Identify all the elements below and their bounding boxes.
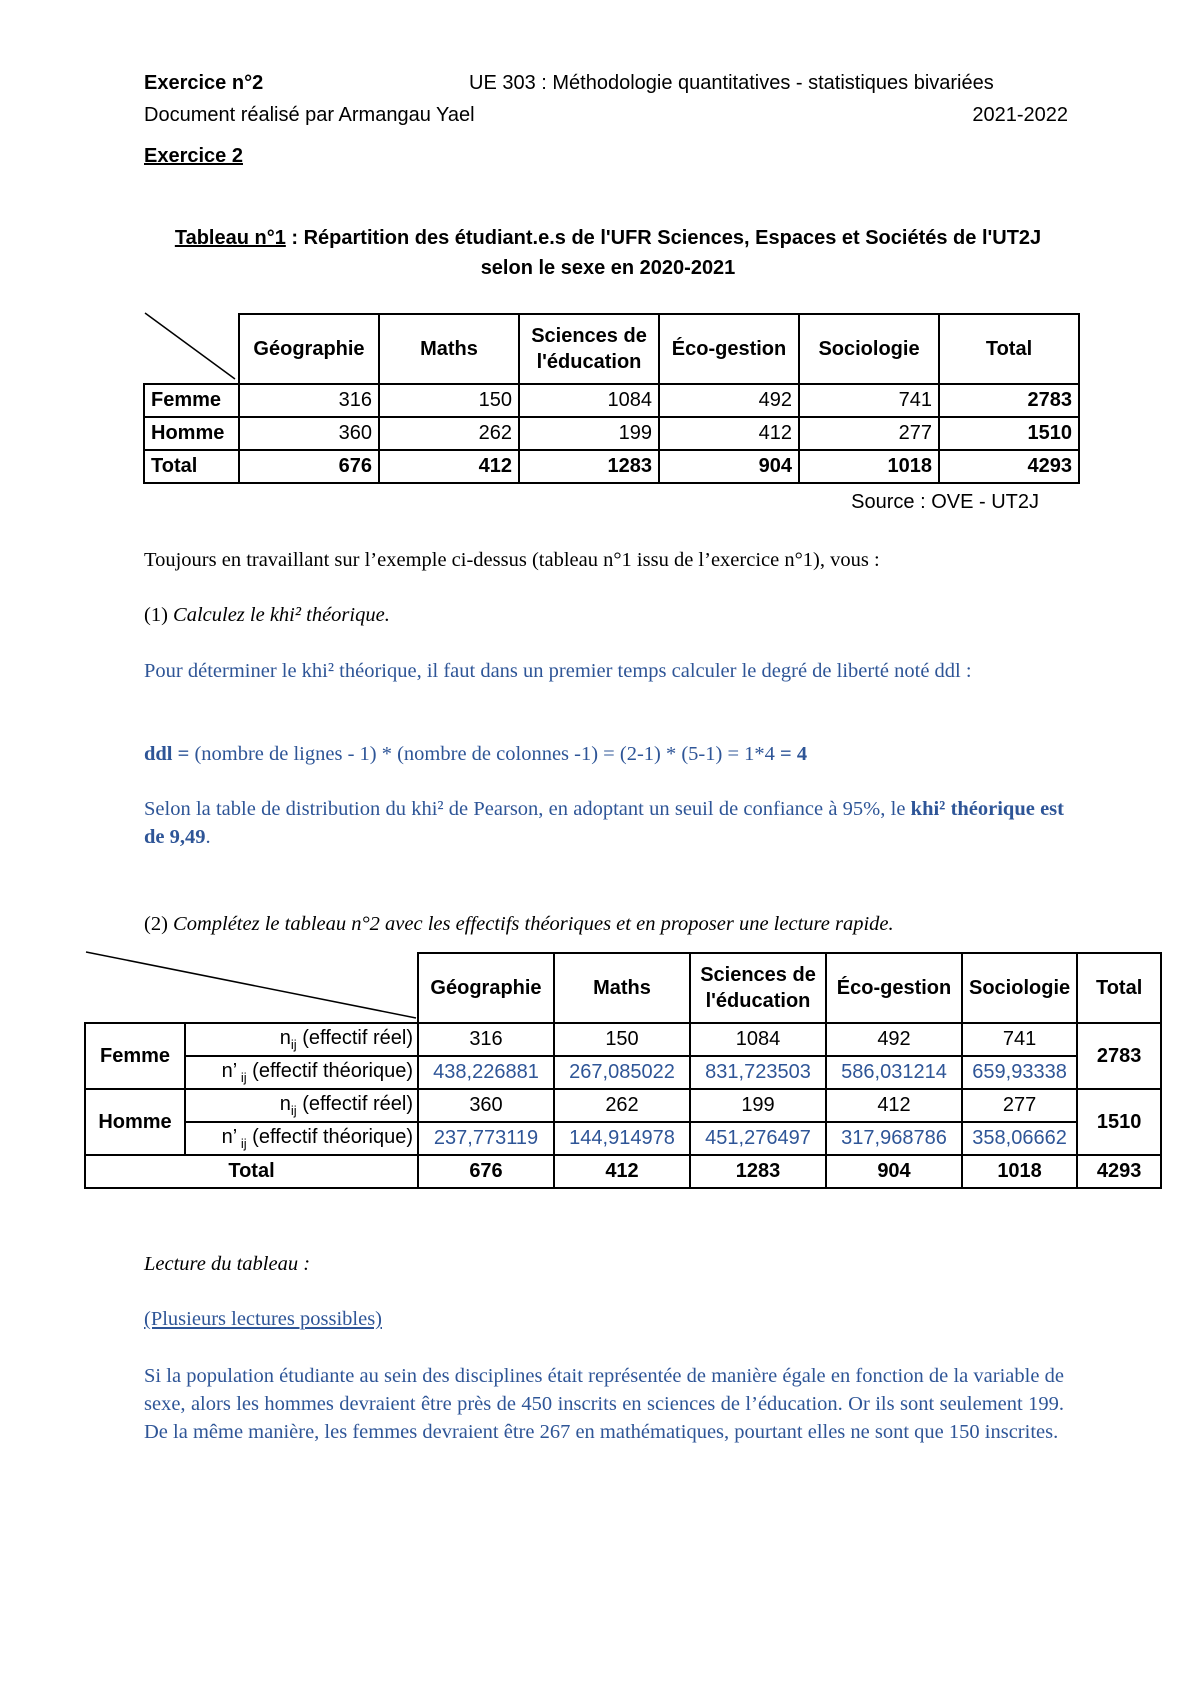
table2-col-sciences-education bbox=[690, 953, 826, 1023]
table1-row-label: Femme bbox=[144, 384, 239, 417]
lecture-note: (Plusieurs lectures possibles) bbox=[144, 1308, 382, 1330]
table1-cell: 741 bbox=[799, 384, 939, 417]
table2-cell-theo: 144,914978 bbox=[554, 1122, 690, 1155]
document-header bbox=[0, 72, 1200, 98]
table-row bbox=[85, 1122, 1161, 1155]
table2-header-row bbox=[85, 953, 1161, 1023]
table2-col-sociologie: Sociologie bbox=[962, 953, 1077, 1023]
table2-femme-total: 2783 bbox=[1077, 1023, 1161, 1089]
table2-cell: 199 bbox=[690, 1089, 826, 1122]
table1-col-sciences-line1: Sciences de bbox=[531, 325, 647, 347]
table1-header-row bbox=[144, 314, 1079, 384]
table2-cell-total: 1283 bbox=[690, 1155, 826, 1188]
question-2-text: Complétez le tableau n°2 avec les effectifs théoriques et en proposer une lecture rapide. bbox=[173, 913, 894, 935]
table1-corner-cell bbox=[144, 314, 239, 384]
table1-cell: 412 bbox=[659, 417, 799, 450]
table2-cell: 741 bbox=[962, 1023, 1077, 1056]
table2-cell-theo: 438,226881 bbox=[418, 1056, 554, 1089]
table2-cell-theo: 358,06662 bbox=[962, 1122, 1077, 1155]
table-row bbox=[85, 1155, 1161, 1188]
khi2-statement-end: . bbox=[205, 826, 211, 848]
reel-sub: ij bbox=[290, 1037, 297, 1052]
table1-col-sciences-education bbox=[519, 314, 659, 384]
table2-cell-theo: 317,968786 bbox=[826, 1122, 962, 1155]
table2-cell-total: 4293 bbox=[1077, 1155, 1161, 1188]
lecture-title: Lecture du tableau : bbox=[144, 1253, 311, 1275]
table1-col-sociologie: Sociologie bbox=[799, 314, 939, 384]
table1-row-label: Homme bbox=[144, 417, 239, 450]
table2-cell: 262 bbox=[554, 1089, 690, 1122]
reel-text: (effectif réel) bbox=[296, 1093, 413, 1115]
table1-cell-total: 904 bbox=[659, 450, 799, 483]
exercise-label: Exercice n°2 bbox=[144, 72, 264, 94]
table2-cell: 360 bbox=[418, 1089, 554, 1122]
reel-text: (effectif réel) bbox=[296, 1027, 413, 1049]
table2-col-sciences-line2: l'éducation bbox=[705, 990, 811, 1012]
table2-total-label: Total bbox=[85, 1155, 418, 1188]
course-title: UE 303 : Méthodologie quantitatives - statistiques bivariées bbox=[469, 72, 994, 94]
table-row bbox=[144, 384, 1079, 417]
reel-n: n bbox=[279, 1027, 291, 1049]
table2-cell-theo: 659,93338 bbox=[962, 1056, 1077, 1089]
table1-col-total: Total bbox=[939, 314, 1079, 384]
table1-cell: 492 bbox=[659, 384, 799, 417]
author-line: Document réalisé par Armangau Yael bbox=[144, 104, 475, 126]
table1-title-prefix: Tableau n°1 bbox=[174, 227, 286, 249]
table2-theo-label bbox=[185, 1056, 418, 1089]
lecture-text: Si la population étudiante au sein des disciplines était représentée de manière égale en fonction de la variable de sexe, alors les hommes devraient être près de 450 inscrits en sciences de l’éducation. Or ils sont seulement 199. De la même manière, les femmes devraient être 267 en mathématiques, pourtant elles ne sont que 150 inscrites. bbox=[144, 1365, 1064, 1443]
table2-cell: 412 bbox=[826, 1089, 962, 1122]
question-1-number: (1) bbox=[144, 604, 174, 626]
table1-cell-total: 412 bbox=[379, 450, 519, 483]
table1-cell-total: 1018 bbox=[799, 450, 939, 483]
table2-cell: 277 bbox=[962, 1089, 1077, 1122]
table2-cell-theo: 237,773119 bbox=[418, 1122, 554, 1155]
table2-femme-label: Femme bbox=[85, 1023, 185, 1089]
table2 bbox=[84, 952, 1162, 1189]
table1-cell-total: 676 bbox=[239, 450, 379, 483]
ddl-label: ddl = bbox=[144, 743, 190, 765]
theo-sub: ij bbox=[237, 1070, 247, 1085]
table2-col-geographie: Géographie bbox=[418, 953, 554, 1023]
table1-col-sciences-line2: l'éducation bbox=[536, 351, 642, 373]
section-title: Exercice 2 bbox=[144, 145, 243, 167]
table2-cell-total: 676 bbox=[418, 1155, 554, 1188]
table1-row-label: Total bbox=[144, 450, 239, 483]
reel-n: n bbox=[279, 1093, 291, 1115]
table2-corner-cell bbox=[85, 953, 418, 1023]
ddl-formula-text: (nombre de lignes - 1) * (nombre de colonnes -1) = (2-1) * (5-1) = 1*4 bbox=[189, 743, 781, 765]
table2-cell-total: 412 bbox=[554, 1155, 690, 1188]
table-row bbox=[85, 1056, 1161, 1089]
table2-col-maths: Maths bbox=[554, 953, 690, 1023]
table1-cell: 360 bbox=[239, 417, 379, 450]
table2-cell-total: 904 bbox=[826, 1155, 962, 1188]
theo-sub: ij bbox=[237, 1136, 247, 1151]
table1-cell-total: 1283 bbox=[519, 450, 659, 483]
table1-title-text: : Répartition des étudiant.e.s de l'UFR Sciences, Espaces et Sociétés de l'UT2J bbox=[285, 227, 1042, 249]
table2-cell: 492 bbox=[826, 1023, 962, 1056]
answer-1-intro: Pour déterminer le khi² théorique, il faut dans un premier temps calculer le degré de liberté noté ddl : bbox=[144, 660, 972, 682]
table-row bbox=[144, 450, 1079, 483]
table1-title-line2: selon le sexe en 2020-2021 bbox=[480, 257, 736, 279]
theo-n: n’ bbox=[221, 1060, 238, 1082]
table2-theo-label bbox=[185, 1122, 418, 1155]
table1-cell: 262 bbox=[379, 417, 519, 450]
table-row bbox=[85, 1089, 1161, 1122]
academic-year: 2021-2022 bbox=[972, 104, 1068, 126]
question-1-text: Calculez le khi² théorique. bbox=[173, 604, 390, 626]
table2-cell-theo: 451,276497 bbox=[690, 1122, 826, 1155]
table1-col-maths: Maths bbox=[379, 314, 519, 384]
ddl-result: = 4 bbox=[780, 743, 808, 765]
table2-cell: 150 bbox=[554, 1023, 690, 1056]
table1-cell: 199 bbox=[519, 417, 659, 450]
table2-homme-label: Homme bbox=[85, 1089, 185, 1155]
table1-title bbox=[0, 223, 1200, 283]
table-row bbox=[144, 417, 1079, 450]
table1-cell-total: 2783 bbox=[939, 384, 1079, 417]
table2-reel-label bbox=[185, 1089, 418, 1122]
khi2-value: khi² théorique est de 9,49 bbox=[144, 798, 1064, 848]
table1-col-geographie: Géographie bbox=[239, 314, 379, 384]
khi2-statement-text: Selon la table de distribution du khi² de Pearson, en adoptant un seuil de confiance à 95%, le bbox=[144, 798, 911, 820]
table2-cell-theo: 586,031214 bbox=[826, 1056, 962, 1089]
table2-cell-theo: 267,085022 bbox=[554, 1056, 690, 1089]
table2-cell-total: 1018 bbox=[962, 1155, 1077, 1188]
table2-reel-label bbox=[185, 1023, 418, 1056]
table1-cell: 150 bbox=[379, 384, 519, 417]
reel-sub: ij bbox=[290, 1103, 297, 1118]
document-subheader bbox=[0, 104, 1200, 130]
table2-col-sciences-line1: Sciences de bbox=[700, 964, 816, 986]
theo-text: (effectif théorique) bbox=[246, 1060, 413, 1082]
table2-homme-total: 1510 bbox=[1077, 1089, 1161, 1155]
table1-source: Source : OVE - UT2J bbox=[851, 491, 1039, 513]
khi2-statement bbox=[144, 795, 1064, 851]
table1-cell-total: 1510 bbox=[939, 417, 1079, 450]
theo-text: (effectif théorique) bbox=[246, 1126, 413, 1148]
table2-col-total: Total bbox=[1077, 953, 1161, 1023]
table2-cell-theo: 831,723503 bbox=[690, 1056, 826, 1089]
table1 bbox=[143, 313, 1080, 484]
ddl-formula bbox=[144, 740, 1064, 768]
question-2 bbox=[144, 910, 1064, 938]
question-1 bbox=[144, 601, 1064, 629]
table2-col-eco-gestion: Éco-gestion bbox=[826, 953, 962, 1023]
question-2-number: (2) bbox=[144, 913, 174, 935]
theo-n: n’ bbox=[221, 1126, 238, 1148]
intro-text: Toujours en travaillant sur l’exemple ci-dessus (tableau n°1 issu de l’exercice n°1), vous : bbox=[144, 549, 880, 571]
table1-cell: 316 bbox=[239, 384, 379, 417]
table-row bbox=[85, 1023, 1161, 1056]
table2-cell: 316 bbox=[418, 1023, 554, 1056]
table2-cell: 1084 bbox=[690, 1023, 826, 1056]
table1-cell: 277 bbox=[799, 417, 939, 450]
table1-cell-total: 4293 bbox=[939, 450, 1079, 483]
table1-cell: 1084 bbox=[519, 384, 659, 417]
table1-col-eco-gestion: Éco-gestion bbox=[659, 314, 799, 384]
